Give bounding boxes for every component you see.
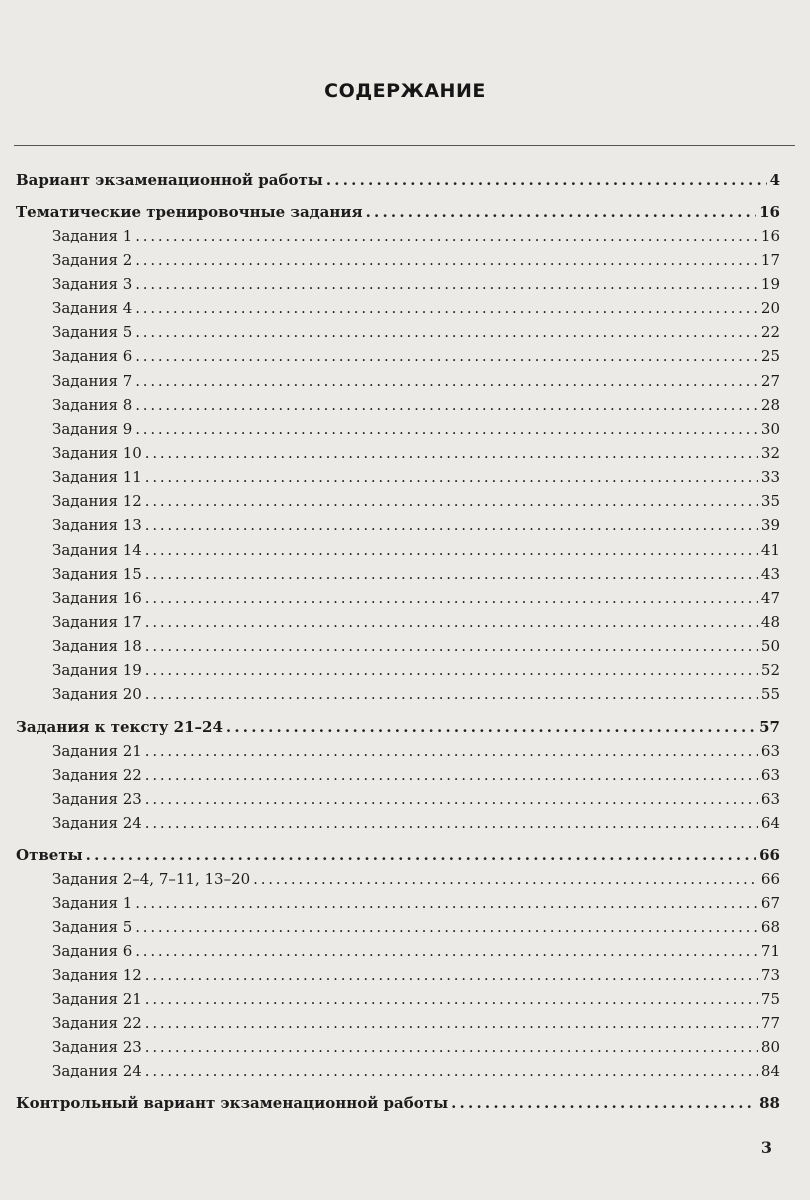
- toc-leader-dots: [145, 513, 758, 537]
- toc-section-entry: [16, 200, 780, 224]
- toc-sub-entry: [52, 763, 780, 787]
- toc-entry-page: 67: [760, 894, 780, 912]
- toc-entry-label: Задания 12: [52, 492, 142, 510]
- toc-entry-label: Задания 5: [52, 918, 133, 936]
- toc-leader-dots: [145, 489, 758, 513]
- toc-sub-entry: [52, 538, 780, 562]
- toc-leader-dots: [145, 538, 758, 562]
- toc-leader-dots: [145, 682, 758, 706]
- toc-entry-label: Тематические тренировочные задания: [16, 203, 363, 221]
- toc-entry-page: 48: [760, 613, 780, 631]
- toc-entry-page: 66: [760, 870, 780, 888]
- toc-entry-page: 28: [760, 396, 780, 414]
- toc-sub-entry: [52, 1035, 780, 1059]
- toc-entry-label: Задания 8: [52, 396, 133, 414]
- toc-section-entry: [16, 1091, 780, 1115]
- toc-entry-label: Задания 19: [52, 661, 142, 679]
- toc-entry-label: Задания 22: [52, 1014, 142, 1032]
- toc-section-entry: [16, 843, 780, 867]
- toc-leader-dots: [145, 610, 758, 634]
- toc-sub-entry: [52, 739, 780, 763]
- toc-entry-label: Задания 14: [52, 541, 142, 559]
- toc-entry-page: 88: [759, 1094, 780, 1112]
- toc-entry-label: Ответы: [16, 846, 83, 864]
- toc-section-entry: [16, 168, 780, 192]
- toc-entry-label: Вариант экзаменационной работы: [16, 171, 323, 189]
- toc-entry-page: 32: [760, 444, 780, 462]
- toc-entry-label: Задания 6: [52, 942, 133, 960]
- toc-leader-dots: [145, 963, 758, 987]
- toc-sub-entry: [52, 891, 780, 915]
- toc-entry-page: 73: [760, 966, 780, 984]
- toc-entry-page: 52: [760, 661, 780, 679]
- toc-entry-label: Задания 21: [52, 990, 142, 1008]
- toc-entry-page: 27: [760, 372, 780, 390]
- toc-entry-page: 39: [760, 516, 780, 534]
- toc-leader-dots: [451, 1091, 756, 1115]
- toc-sub-entry: [52, 610, 780, 634]
- toc-leader-dots: [145, 634, 758, 658]
- toc-entry-page: 57: [759, 718, 780, 736]
- toc-leader-dots: [226, 715, 756, 739]
- toc-sub-entry: [52, 417, 780, 441]
- toc-leader-dots: [145, 465, 758, 489]
- toc-entry-page: 25: [760, 347, 780, 365]
- toc-entry-label: Задания 9: [52, 420, 133, 438]
- toc-sub-entry: [52, 248, 780, 272]
- toc-leader-dots: [145, 987, 758, 1011]
- toc-entry-page: 4: [769, 171, 780, 189]
- toc-sub-entry: [52, 915, 780, 939]
- toc-entry-label: Задания 2–4, 7–11, 13–20: [52, 870, 251, 888]
- toc-sub-entry: [52, 224, 780, 248]
- toc-entry-label: Задания 15: [52, 565, 142, 583]
- toc-leader-dots: [145, 441, 758, 465]
- toc-entry-label: Задания к тексту 21–24: [16, 718, 223, 736]
- toc-leader-dots: [145, 586, 758, 610]
- toc-sub-entry: [52, 393, 780, 417]
- toc-entry-page: 16: [759, 203, 780, 221]
- toc-entry-page: 35: [760, 492, 780, 510]
- toc-entry-page: 43: [760, 565, 780, 583]
- toc-entry-label: Задания 23: [52, 790, 142, 808]
- toc-sub-entry: [52, 344, 780, 368]
- toc-leader-dots: [135, 272, 758, 296]
- toc-leader-dots: [135, 320, 758, 344]
- toc-leader-dots: [145, 1035, 758, 1059]
- toc-sub-entry: [52, 987, 780, 1011]
- toc-sub-entry: [52, 811, 780, 835]
- toc-leader-dots: [145, 1011, 758, 1035]
- toc-entry-label: Задания 13: [52, 516, 142, 534]
- toc-section-entry: [16, 715, 780, 739]
- toc-entry-page: 63: [760, 742, 780, 760]
- toc-entry-label: Задания 12: [52, 966, 142, 984]
- toc-entry-page: 19: [760, 275, 780, 293]
- toc-sub-entry: [52, 658, 780, 682]
- toc-entry-page: 30: [760, 420, 780, 438]
- toc-entry-label: Задания 23: [52, 1038, 142, 1056]
- toc-leader-dots: [145, 787, 758, 811]
- toc-leader-dots: [135, 939, 758, 963]
- toc-leader-dots: [326, 168, 767, 192]
- toc-sub-entry: [52, 867, 780, 891]
- toc-entry-label: Задания 1: [52, 227, 133, 245]
- toc-entry-label: Задания 10: [52, 444, 142, 462]
- toc-sub-entry: [52, 1059, 780, 1083]
- toc-leader-dots: [135, 296, 758, 320]
- toc-sub-entry: [52, 787, 780, 811]
- toc-entry-label: Задания 7: [52, 372, 133, 390]
- toc-entry-page: 80: [760, 1038, 780, 1056]
- toc-entry-label: Контрольный вариант экзаменационной работы: [16, 1094, 449, 1112]
- toc-sub-entry: [52, 441, 780, 465]
- toc-sub-entry: [52, 272, 780, 296]
- toc-entry-label: Задания 17: [52, 613, 142, 631]
- toc-leader-dots: [145, 658, 758, 682]
- toc-sub-entry: [52, 939, 780, 963]
- toc-sub-entry: [52, 489, 780, 513]
- toc-entry-page: 66: [759, 846, 780, 864]
- toc-leader-dots: [366, 200, 757, 224]
- page-number: 3: [760, 1138, 772, 1157]
- toc-entry-page: 71: [760, 942, 780, 960]
- toc-entry-page: 64: [760, 814, 780, 832]
- toc-sub-entry: [52, 513, 780, 537]
- toc-entry-page: 55: [760, 685, 780, 703]
- toc-leader-dots: [135, 393, 758, 417]
- toc-entry-page: 84: [760, 1062, 780, 1080]
- toc-leader-dots: [145, 811, 758, 835]
- toc-entry-label: Задания 18: [52, 637, 142, 655]
- toc-entry-label: Задания 24: [52, 814, 142, 832]
- toc-entry-label: Задания 20: [52, 685, 142, 703]
- toc-entry-page: 22: [760, 323, 780, 341]
- toc-sub-entry: [52, 296, 780, 320]
- toc-entry-label: Задания 3: [52, 275, 133, 293]
- toc-entry-label: Задания 16: [52, 589, 142, 607]
- toc-sub-entry: [52, 1011, 780, 1035]
- toc-entry-label: Задания 24: [52, 1062, 142, 1080]
- toc-sub-entry: [52, 682, 780, 706]
- toc-leader-dots: [253, 867, 758, 891]
- toc-leader-dots: [145, 1059, 758, 1083]
- toc-sub-entry: [52, 634, 780, 658]
- toc-leader-dots: [135, 248, 758, 272]
- toc-leader-dots: [135, 915, 758, 939]
- toc-entry-page: 47: [760, 589, 780, 607]
- toc-entry-label: Задания 6: [52, 347, 133, 365]
- toc-entry-page: 68: [760, 918, 780, 936]
- toc-entry-page: 20: [760, 299, 780, 317]
- toc-sub-entry: [52, 369, 780, 393]
- toc-entry-page: 41: [760, 541, 780, 559]
- toc-entry-label: Задания 22: [52, 766, 142, 784]
- toc-leader-dots: [145, 562, 758, 586]
- toc-entry-page: 17: [760, 251, 780, 269]
- toc-sub-entry: [52, 465, 780, 489]
- toc-entry-label: Задания 5: [52, 323, 133, 341]
- toc-leader-dots: [86, 843, 756, 867]
- toc-entry-label: Задания 1: [52, 894, 133, 912]
- toc-leader-dots: [135, 417, 758, 441]
- toc-sub-entry: [52, 586, 780, 610]
- toc-entry-label: Задания 2: [52, 251, 133, 269]
- toc-entry-page: 63: [760, 790, 780, 808]
- toc-leader-dots: [145, 763, 758, 787]
- toc-leader-dots: [135, 891, 758, 915]
- toc-entry-label: Задания 11: [52, 468, 142, 486]
- page-title: СОДЕРЖАНИЕ: [324, 80, 486, 102]
- toc-entry-page: 16: [760, 227, 780, 245]
- toc-sub-entry: [52, 562, 780, 586]
- toc-entry-page: 63: [760, 766, 780, 784]
- toc-leader-dots: [135, 344, 758, 368]
- toc-entry-page: 50: [760, 637, 780, 655]
- toc-entry-label: Задания 4: [52, 299, 133, 317]
- toc-leader-dots: [135, 369, 758, 393]
- toc-entry-page: 77: [760, 1014, 780, 1032]
- toc-sub-entry: [52, 320, 780, 344]
- toc-leader-dots: [145, 739, 758, 763]
- toc-entry-label: Задания 21: [52, 742, 142, 760]
- toc-entry-page: 75: [760, 990, 780, 1008]
- toc-sub-entry: [52, 963, 780, 987]
- toc-entry-page: 33: [760, 468, 780, 486]
- toc-leader-dots: [135, 224, 758, 248]
